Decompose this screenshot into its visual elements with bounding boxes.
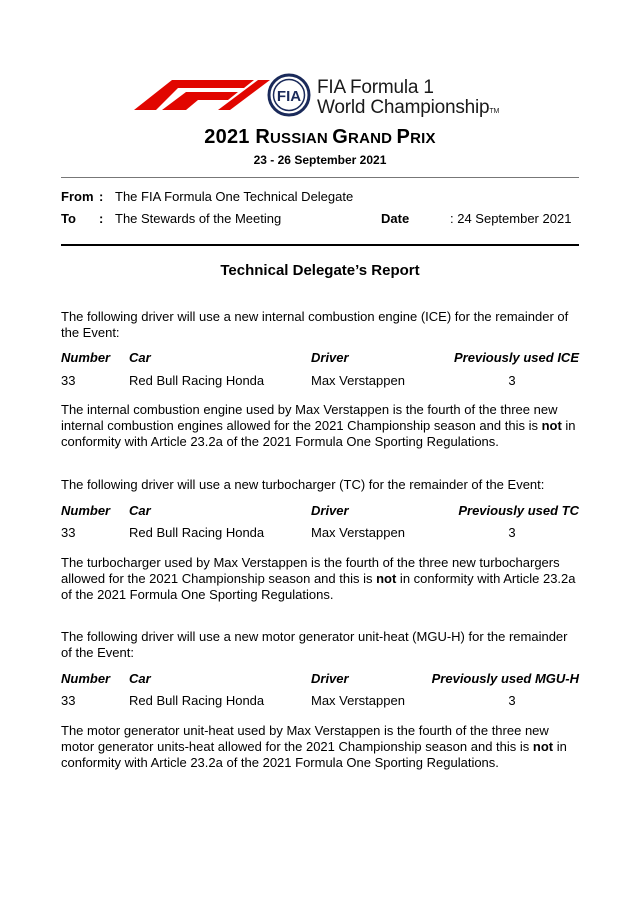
- divider-header: [61, 244, 579, 246]
- col-driver-header: Driver: [311, 503, 349, 518]
- row-number: 33: [61, 693, 76, 708]
- report-title: Technical Delegate’s Report: [220, 262, 420, 279]
- section-tc-note: The turbocharger used by Max Verstappen is the fourth of the three new turbochargers allowed for the 2021 Championship season and this is not in conformity with Article 23.2a of the 2021 Formula One Sporting Regulations.: [61, 555, 576, 602]
- trademark: TM: [489, 108, 500, 115]
- col-prev-header: Previously used MGU-H: [431, 671, 579, 686]
- section-mguh-note: The motor generator unit-heat used by Max Verstappen is the fourth of the three new motor generator units-heat allowed for the 2021 Championship season and this is not in conformity with Article 23.2a of the 2021 Formula One Sporting Regulations.: [61, 723, 567, 770]
- row-driver: Max Verstappen: [311, 693, 405, 708]
- divider-top: [61, 177, 579, 178]
- championship-name: [317, 78, 499, 122]
- event-dates: 23 - 26 September 2021: [253, 153, 387, 167]
- date-label: Date: [381, 211, 410, 226]
- fia-f1-logo: [134, 70, 514, 122]
- section-ice-note: The internal combustion engine used by Max Verstappen is the fourth of the three new internal combustion engines allowed for the 2021 Championship season and this is not in conformity with Article 23.2a of the 2021 Formula One Sporting Regulations.: [61, 402, 576, 449]
- section-ice-intro: The following driver will use a new internal combustion engine (ICE) for the remainder of the Event:: [61, 309, 569, 340]
- org-line-1: FIA Formula 1: [317, 77, 434, 98]
- col-car-header: Car: [129, 503, 151, 518]
- row-car: Red Bull Racing Honda: [129, 373, 265, 388]
- section-mguh-intro: The following driver will use a new motor generator unit-heat (MGU-H) for the remainder of the Event:: [61, 629, 568, 660]
- row-number: 33: [61, 373, 76, 388]
- org-line-2: World Championship: [317, 97, 490, 118]
- col-car-header: Car: [129, 671, 151, 686]
- from-sep: :: [99, 189, 104, 204]
- from-label: From: [61, 189, 94, 204]
- page-title: 2021 RUSSIAN GRAND PRIX: [204, 126, 436, 148]
- row-number: 33: [61, 525, 76, 540]
- row-car: Red Bull Racing Honda: [129, 525, 265, 540]
- date-value: : 24 September 2021: [450, 211, 572, 226]
- row-driver: Max Verstappen: [311, 525, 405, 540]
- col-driver-header: Driver: [311, 350, 349, 365]
- section-tc-intro: The following driver will use a new turbocharger (TC) for the remainder of the Event:: [61, 477, 545, 492]
- to-label: To: [61, 211, 76, 226]
- col-driver-header: Driver: [311, 671, 349, 686]
- from-value: The FIA Formula One Technical Delegate: [115, 189, 354, 204]
- to-sep: :: [99, 211, 104, 226]
- row-prev: 3: [508, 525, 516, 540]
- col-number-header: Number: [61, 671, 111, 686]
- row-driver: Max Verstappen: [311, 373, 405, 388]
- col-car-header: Car: [129, 350, 151, 365]
- col-number-header: Number: [61, 503, 111, 518]
- to-value: The Stewards of the Meeting: [115, 211, 282, 226]
- col-prev-header: Previously used TC: [458, 503, 579, 518]
- row-prev: 3: [508, 373, 516, 388]
- f1-logo-icon: [134, 70, 314, 122]
- row-car: Red Bull Racing Honda: [129, 693, 265, 708]
- col-prev-header: Previously used ICE: [454, 350, 579, 365]
- col-number-header: Number: [61, 350, 111, 365]
- fia-mark: FIA: [276, 88, 302, 105]
- row-prev: 3: [508, 693, 516, 708]
